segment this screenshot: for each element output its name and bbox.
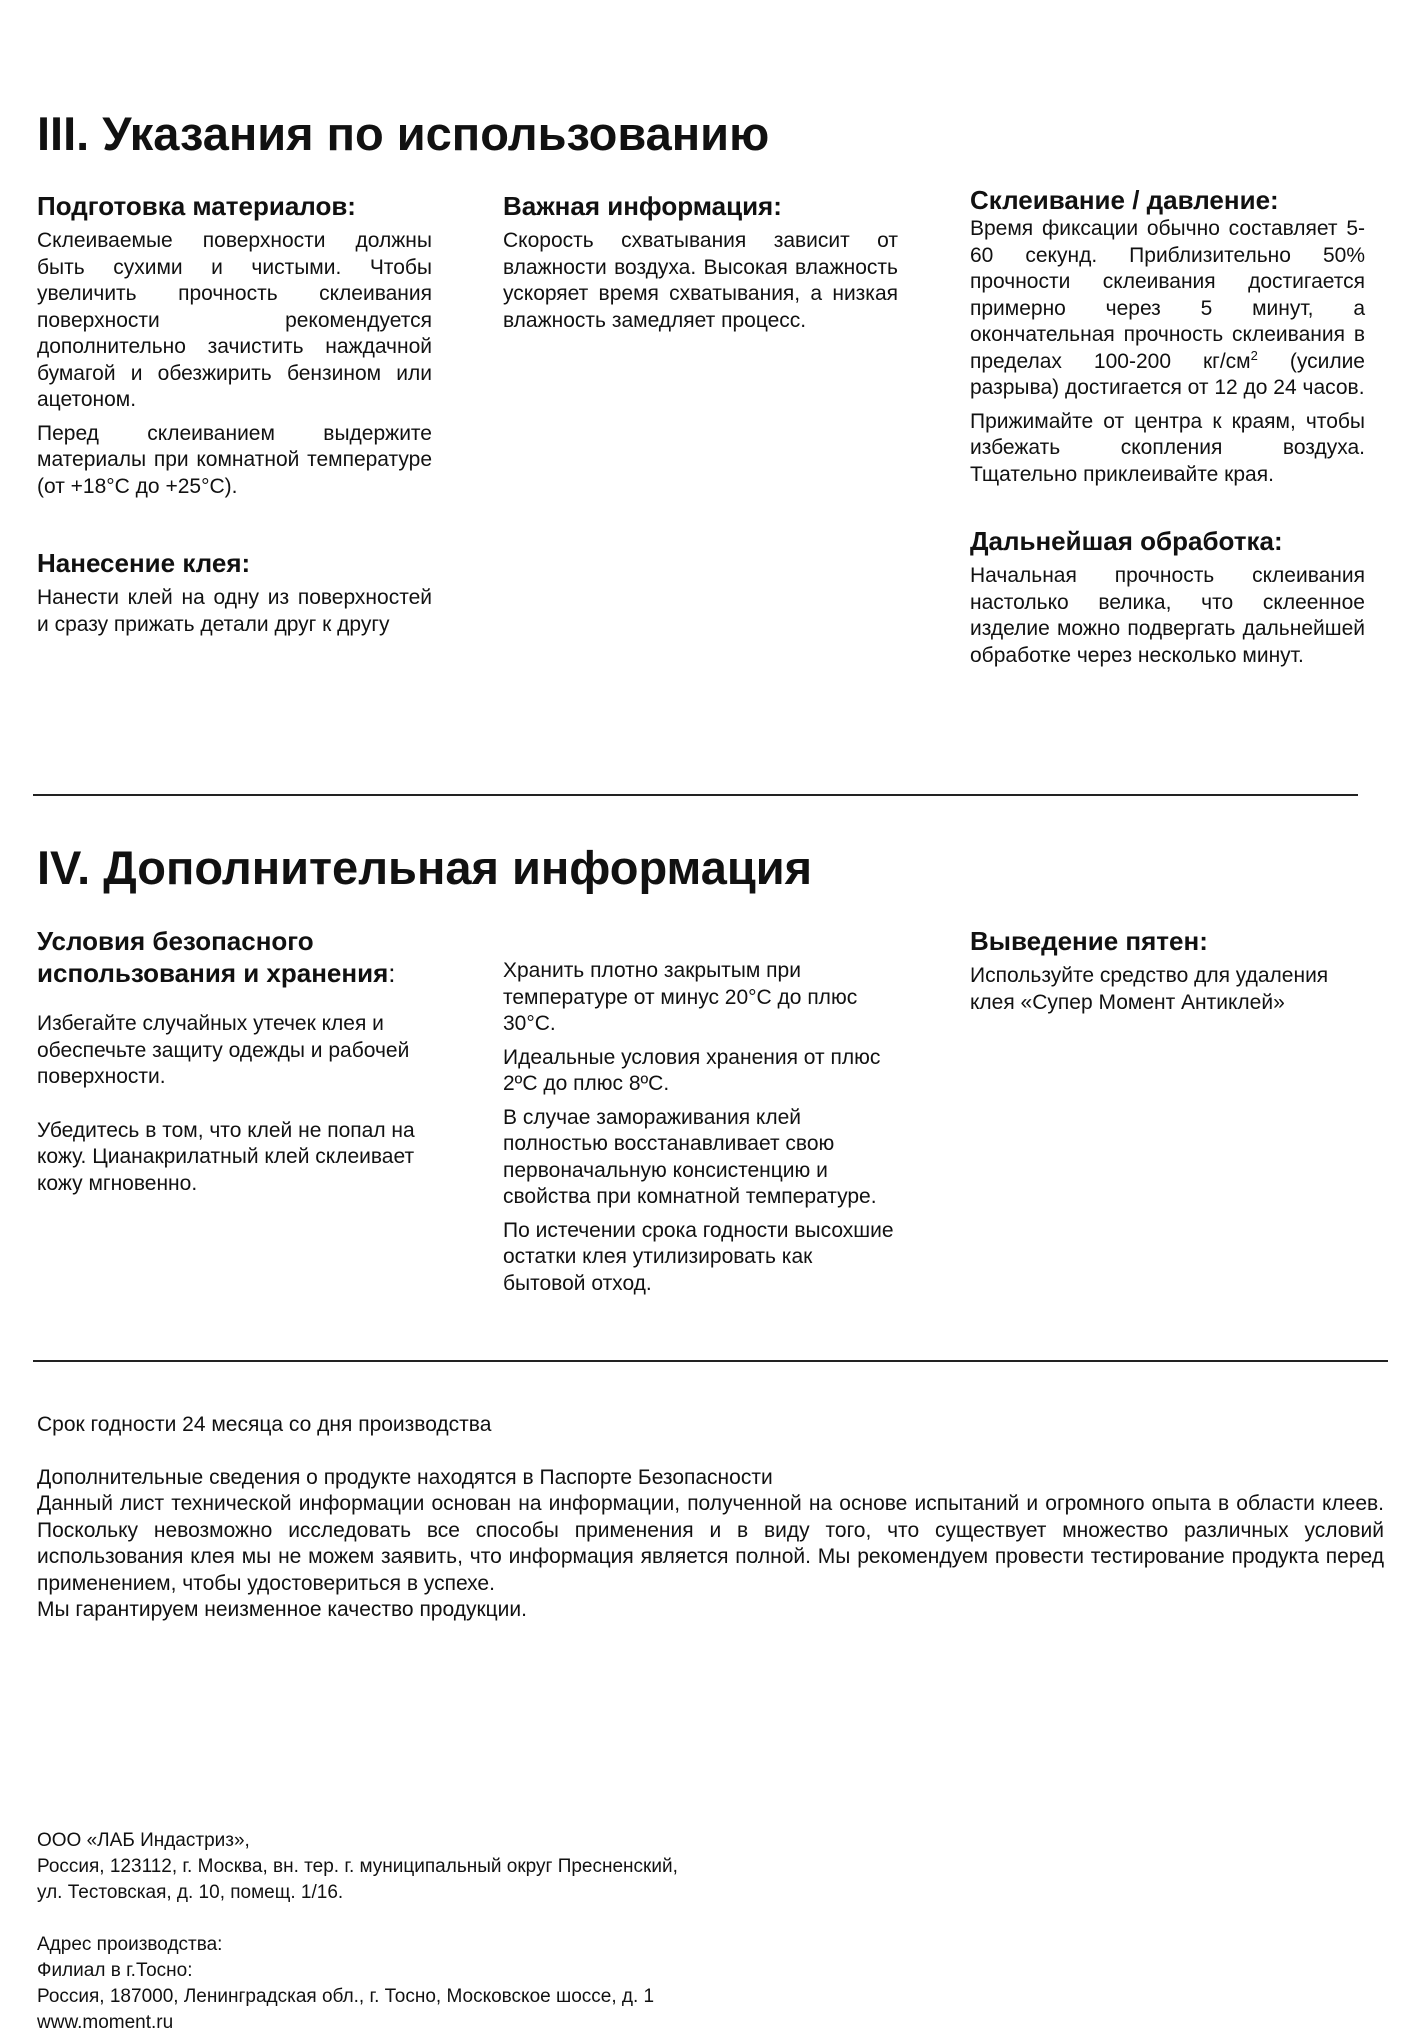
stains-heading: Выведение пятен: [970,926,1208,956]
safety-heading-line-2: использования и хранения [37,958,389,988]
stains-column [970,925,1365,1023]
apply-paragraph-1: Нанести клей на одну из поверхностей и сразу прижать детали друг к другу [37,586,432,636]
bonding-superscript: 2 [1250,347,1258,363]
disclaimer: Данный лист технической информации основан на информации, полученной на основе испытаний и огромного опыта в области клеев. Поскольку невозможно исследовать все способы применения и в виду того, что существует множество различных условий использования клея мы не можем заявить, что информация является полной. Мы рекомендуем провести тестирование продукта перед применением, чтобы удостовериться в успехе. [37,1492,1384,1595]
further-paragraph-1: Начальная прочность склеивания настолько велика, что склеенное изделие можно подвергать дальнейшей обработке через несколько минут. [970,564,1365,667]
safety-heading-colon: : [388,958,396,988]
branch-label: Филиал в г.Тосно: [37,1960,193,1981]
bonding-paragraph-1 [970,216,1365,402]
storage-paragraph-1: Хранить плотно закрытым при температуре от минус 20°С до плюс 30°С. [503,959,858,1035]
storage-paragraph-3: В случае замораживания клей полностью восстанавливает свою первоначальную консистенцию и свойства при комнатной температуре. [503,1105,877,1208]
section-divider-1 [33,794,1358,796]
production-address: Россия, 187000, Ленинградская обл., г. Тосно, Московское шоссе, д. 1 [37,1986,655,2007]
bonding-heading: Склеивание / давление: [970,185,1279,215]
important-heading: Важная информация: [503,191,782,221]
section-divider-2 [33,1360,1388,1362]
bonding-column [970,184,1365,676]
guarantee: Мы гарантируем неизменное качество продукции. [37,1598,527,1621]
stains-paragraph-1: Используйте средство для удаления клея «Супер Момент Антиклей» [970,964,1329,1014]
safety-paragraph-2: Убедитесь в том, что клей не попал на кожу. Цианакрилатный клей склеивает кожу мгновенно. [37,1118,415,1195]
prep-paragraph-1: Склеиваемые поверхности должны быть сухими и чистыми. Чтобы увеличить прочность склеивания поверхности рекомендуется дополнительно зачистить наждачной бумагой и обезжирить бензином или ацетоном. [37,229,432,411]
bonding-text-b: (усилие разрыва) достигается от 12 до 24 часов. [970,349,1365,399]
storage-paragraph-2: Идеальные условия хранения от плюс 2ºС до плюс 8ºС. [503,1045,881,1095]
production-label: Адрес производства: [37,1934,223,1955]
website-link[interactable]: www.moment.ru [37,2012,174,2033]
footer-block [37,1412,1384,1624]
bonding-paragraph-2: Прижимайте от центра к краям, чтобы избежать скопления воздуха. Тщательно приклеивайте края. [970,409,1365,486]
company-name: ООО «ЛАБ Индастриз», [37,1830,250,1851]
section-3-title: III. Указания по использованию [37,107,770,160]
bonding-text-a: Время фиксации обычно составляет 5-60 секунд. Приблизительно 50% прочности склеивания достигается примерно через 5 минут, а окончательная прочность склеивания в пределах 100-200 кг/см [970,217,1365,373]
important-column [503,190,898,341]
safety-passport-note: Дополнительные сведения о продукте находятся в Паспорте Безопасности [37,1465,773,1489]
prep-column [37,190,432,645]
shelf-life: Срок годности 24 месяца со дня производства [37,1413,492,1436]
safety-column [37,925,432,1204]
company-address-1: Россия, 123112, г. Москва, вн. тер. г. муниципальный округ Пресненский, [37,1856,678,1877]
safety-paragraph-1: Избегайте случайных утечек клея и обеспечьте защиту одежды и рабочей поверхности. [37,1012,410,1088]
company-info [37,1828,937,2036]
further-heading: Дальнейшая обработка: [970,526,1283,556]
prep-paragraph-2: Перед склеиванием выдержите материалы при комнатной температуре (от +18°С до +25°С). [37,421,432,498]
section-4-title: IV. Дополнительная информация [37,841,813,894]
company-address-2: ул. Тестовская, д. 10, помещ. 1/16. [37,1882,344,1903]
safety-heading-line-1: Условия безопасного [37,926,314,956]
storage-column [503,958,898,1304]
safety-heading [37,925,432,989]
apply-heading: Нанесение клея: [37,548,251,578]
prep-heading: Подготовка материалов: [37,191,356,221]
important-paragraph-1: Скорость схватывания зависит от влажности воздуха. Высокая влажность ускоряет время схватывания, а низкая влажность замедляет процесс. [503,229,898,332]
storage-paragraph-4: По истечении срока годности высохшие остатки клея утилизировать как бытовой отход. [503,1218,894,1295]
